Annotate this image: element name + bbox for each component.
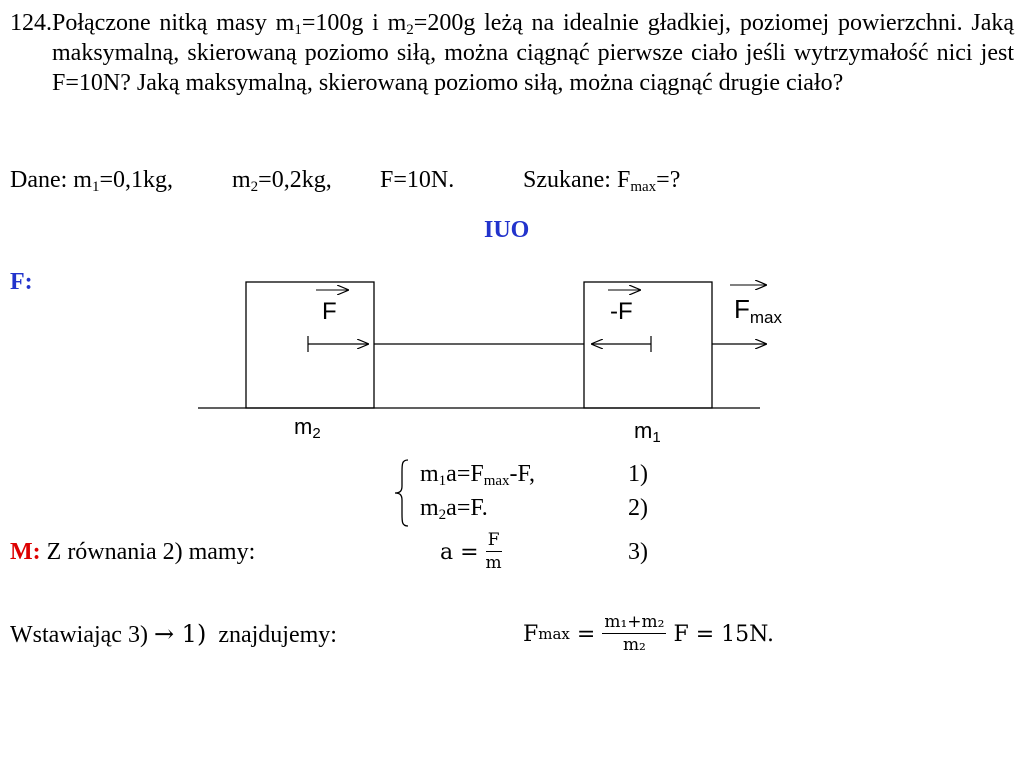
given-m2: $m_2=0,2kg$, <box>232 167 332 195</box>
final-equation: F max = $\frac{\text{m₁+m₂}}{\text{m₂}}$ F = 15N. <box>523 612 774 655</box>
problem-text: Połączone nitką masy $m_1=100g$ i $m_2=200g$ leżą na idealnie gładkiej, poziomej powierzchni. Jaką maksymalną, skierowaną poziomo siłą, można ciągnąć pierwsze ciało jeśli wytrzymałość nici jest F=10N? Jaką maksymalną, skierowaną poziomo siłą, można ciągnąć drugie ciało? <box>52 10 1014 96</box>
label-minus-f: -F <box>610 298 633 325</box>
m-section-label: M: <box>10 539 41 565</box>
label-m1: $m_1$ <box>634 418 661 446</box>
block-m2 <box>246 282 374 408</box>
m-section-text: Z równania 2) mamy: <box>46 539 256 565</box>
equation-3-number: 3) <box>628 539 648 565</box>
equation-3: a = $\frac{F}{m}$ <box>440 530 502 573</box>
final-text: Wstawiając 3) → 1) znajdujemy: <box>10 620 337 648</box>
given-force: F=10N. <box>380 167 455 193</box>
given-data: Dane: $m_1=0,1kg$, <box>10 167 174 195</box>
iuo-heading: IUO <box>484 217 530 243</box>
sought: Szukane: $F_{max}=$? <box>523 167 681 195</box>
block-m1 <box>584 282 712 408</box>
equation-2-number: 2) <box>628 495 648 521</box>
label-m2: $m_2$ <box>294 414 321 442</box>
f-section-label: F: <box>10 269 33 295</box>
equation-brace <box>392 458 412 528</box>
m-section <box>10 538 255 566</box>
problem-number: 124. <box>10 10 52 36</box>
equation-1: $m_1a=F_{max}-F$, <box>420 461 535 489</box>
equation-1-number: 1) <box>628 461 648 487</box>
equation-2: $m_2a=F$. <box>420 495 488 523</box>
label-fmax: $F_{max}$ <box>734 294 783 327</box>
label-f: F <box>322 298 337 325</box>
